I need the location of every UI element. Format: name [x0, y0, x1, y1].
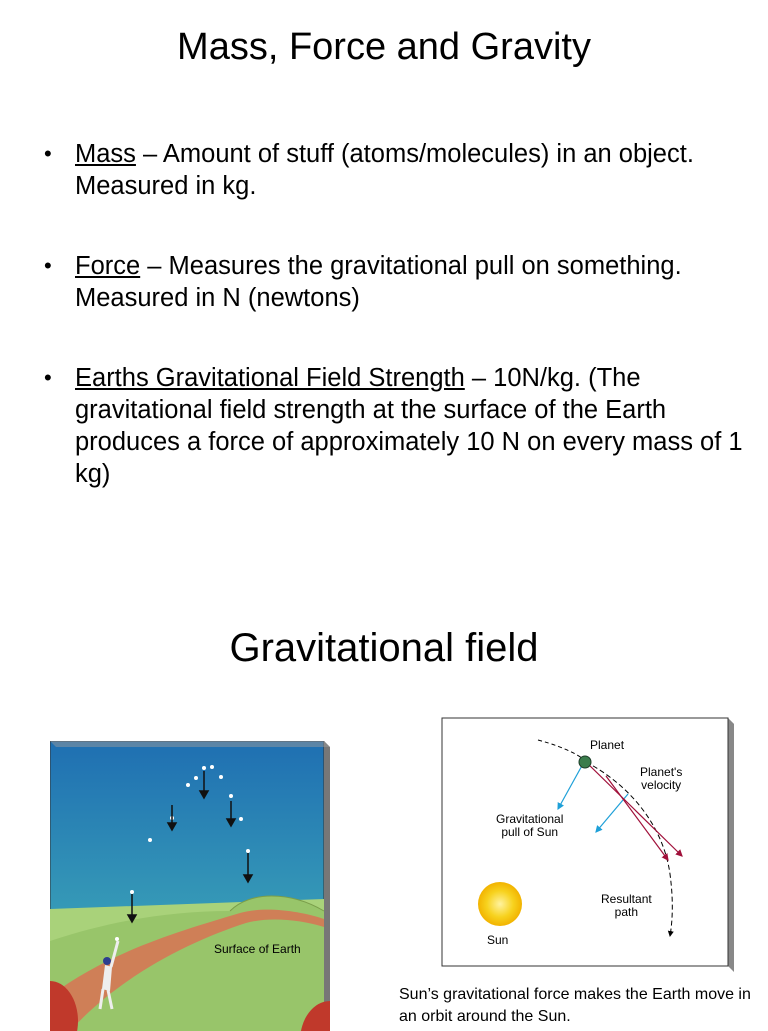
bullet-mass — [44, 138, 744, 202]
pull-label-line1: Gravitational — [496, 812, 564, 826]
falling-object-illustration — [50, 741, 330, 1031]
velocity-label-line2: velocity — [641, 778, 682, 792]
definition-list — [44, 138, 744, 538]
orbit-diagram — [438, 714, 734, 972]
velocity-label — [640, 766, 682, 792]
velocity-label-line1: Planet's — [640, 765, 683, 779]
surface-of-earth-label: Surface of Earth — [214, 942, 301, 956]
term-field-strength: Earths Gravitational Field Strength — [75, 364, 465, 392]
bullet-field-strength — [44, 362, 744, 490]
path-label-line2: path — [614, 905, 639, 919]
planet-label: Planet — [590, 738, 625, 752]
definition-mass: – Amount of stuff (atoms/molecules) in an object. Measured in kg. — [75, 140, 694, 200]
path-label-line1: Resultant — [601, 892, 652, 906]
definition-force: – Measures the gravitational pull on something. Measured in N (newtons) — [75, 252, 682, 312]
gravitational-pull-label — [496, 813, 563, 839]
slide-title-2: Gravitational field — [229, 626, 539, 670]
sun-label: Sun — [487, 933, 509, 947]
term-force: Force — [75, 252, 141, 280]
pull-label-line2: pull of Sun — [501, 825, 559, 839]
bullet-force — [44, 250, 744, 314]
term-mass: Mass — [75, 140, 136, 168]
resultant-path-label — [601, 893, 652, 919]
definition-field-strength: – 10N/kg. (The gravitational field strength at the surface of the Earth produces a force of approximately 10 N on every mass of 1 kg) — [75, 364, 743, 488]
orbit-caption: Sun’s gravitational force makes the Earth move in an orbit around the Sun. — [399, 986, 751, 1025]
slide-title: Mass, Force and Gravity — [177, 26, 591, 68]
